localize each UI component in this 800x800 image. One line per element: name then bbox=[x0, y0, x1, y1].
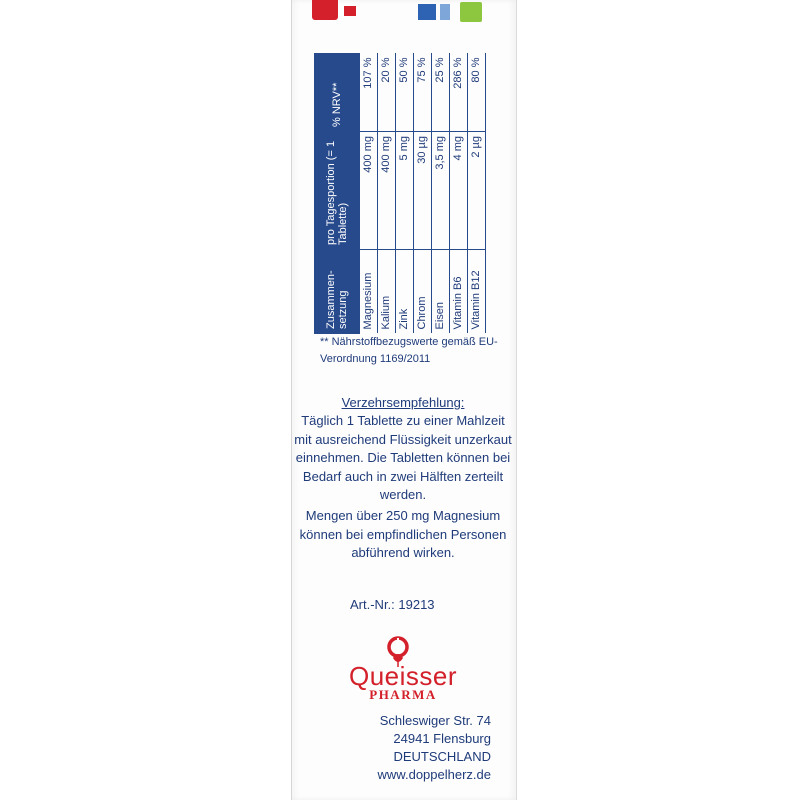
recommendation-body: Täglich 1 Tablette zu einer Mahlzeit mit ausreichend Flüssigkeit unzerkaut einnehmen. Die Tabletten können bei Bedarf auch in zwei Hälften zerteilt werden. bbox=[294, 413, 512, 502]
nutrient-nrv: 286 % bbox=[450, 54, 468, 132]
table-header-row bbox=[315, 54, 360, 334]
nutrient-name: Kalium bbox=[378, 250, 396, 334]
nutrition-table bbox=[314, 53, 486, 334]
nutrient-nrv: 80 % bbox=[468, 54, 486, 132]
light-blue-packaging-mark bbox=[440, 4, 450, 20]
header-per-portion: pro Tagesportion (= 1 Tablette) bbox=[315, 132, 360, 250]
nutrient-amount: 3,5 mg bbox=[432, 132, 450, 250]
top-color-strip bbox=[292, 0, 516, 24]
nutrient-amount: 30 µg bbox=[414, 132, 432, 250]
brand-name: Queisser bbox=[348, 661, 458, 691]
table-row bbox=[396, 54, 414, 334]
header-nrv: % NRV** bbox=[315, 54, 360, 132]
address-country: DEUTSCHLAND bbox=[393, 749, 491, 764]
nutrient-name: Zink bbox=[396, 250, 414, 334]
nutrient-name: Chrom bbox=[414, 250, 432, 334]
nutrient-nrv: 25 % bbox=[432, 54, 450, 132]
nutrient-name: Magnesium bbox=[360, 250, 378, 334]
table-row bbox=[432, 54, 450, 334]
blue-packaging-mark bbox=[418, 4, 436, 20]
table-row bbox=[450, 54, 468, 334]
table-row bbox=[378, 54, 396, 334]
address-street: Schleswiger Str. 74 bbox=[379, 713, 491, 728]
nutrition-table-rotated bbox=[314, 54, 486, 334]
red-packaging-mark bbox=[312, 0, 338, 20]
nutrient-amount: 5 mg bbox=[396, 132, 414, 250]
table-row bbox=[468, 54, 486, 334]
nutrient-name: Vitamin B6 bbox=[450, 250, 468, 334]
header-composition: Zusammen-setzung bbox=[315, 250, 360, 334]
company-address bbox=[292, 712, 491, 784]
brand-subtitle: PHARMA bbox=[369, 687, 437, 702]
address-city: 24941 Flensburg bbox=[393, 731, 491, 746]
table-row bbox=[360, 54, 378, 334]
green-packaging-mark bbox=[460, 2, 482, 22]
red-packaging-mark-2 bbox=[344, 6, 356, 16]
nutrient-amount: 400 mg bbox=[378, 132, 396, 250]
nutrient-amount: 4 mg bbox=[450, 132, 468, 250]
table-row bbox=[414, 54, 432, 334]
article-number: Art.-Nr.: 19213 bbox=[350, 597, 435, 612]
nutrient-name: Vitamin B12 bbox=[468, 250, 486, 334]
nutrient-nrv: 75 % bbox=[414, 54, 432, 132]
magnesium-warning: Mengen über 250 mg Magnesium können bei empfindlichen Personen abführend wirken. bbox=[299, 508, 507, 560]
nutrient-amount: 400 mg bbox=[360, 132, 378, 250]
nutrient-nrv: 50 % bbox=[396, 54, 414, 132]
recommendation-title: Verzehrsempfehlung: bbox=[341, 395, 465, 410]
nrv-footnote: ** Nährstoffbezugswerte gemäß EU-Verordnung 1169/2011 bbox=[320, 336, 498, 365]
nutrient-nrv: 107 % bbox=[360, 54, 378, 132]
nutrient-name: Eisen bbox=[432, 250, 450, 334]
nutrient-amount: 2 µg bbox=[468, 132, 486, 250]
website-link[interactable]: www.doppelherz.de bbox=[377, 767, 491, 782]
nutrient-nrv: 20 % bbox=[378, 54, 396, 132]
